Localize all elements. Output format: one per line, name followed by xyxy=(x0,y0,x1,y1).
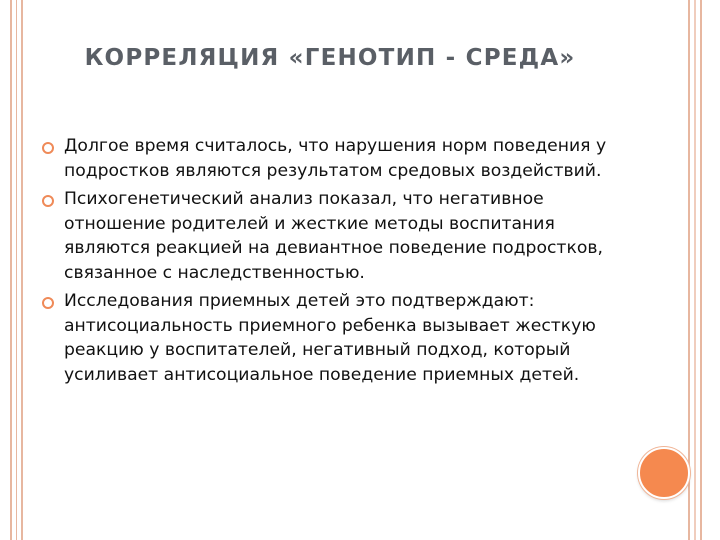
bullet-item xyxy=(40,134,640,183)
slide-title: КОРРЕЛЯЦИЯ «ГЕНОТИП - СРЕДА» xyxy=(84,45,576,71)
orange-circle-decoration xyxy=(638,447,690,499)
bullet-list xyxy=(40,134,640,391)
bullet-circle-icon xyxy=(42,297,54,309)
bullet-text: Исследования приемных детей это подтверждают: антисоциальность приемного ребенка вызывает жесткую реакцию у воспитателей, негативный подход, который усиливает антисоциальное поведение приемных детей. xyxy=(64,291,596,385)
bullet-circle-icon xyxy=(42,142,54,154)
bullet-item xyxy=(40,187,640,285)
bullet-text: Долгое время считалось, что нарушения норм поведения у подростков являются результатом средовых воздействий. xyxy=(64,136,607,181)
right-border-decoration xyxy=(688,0,702,540)
bullet-circle-icon xyxy=(42,195,54,207)
left-border-decoration xyxy=(10,0,23,540)
bullet-item xyxy=(40,289,640,387)
bullet-text: Психогенетический анализ показал, что негативное отношение родителей и жесткие методы воспитания являются реакцией на девиантное поведение подростков, связанное с наследственностью. xyxy=(64,189,603,283)
